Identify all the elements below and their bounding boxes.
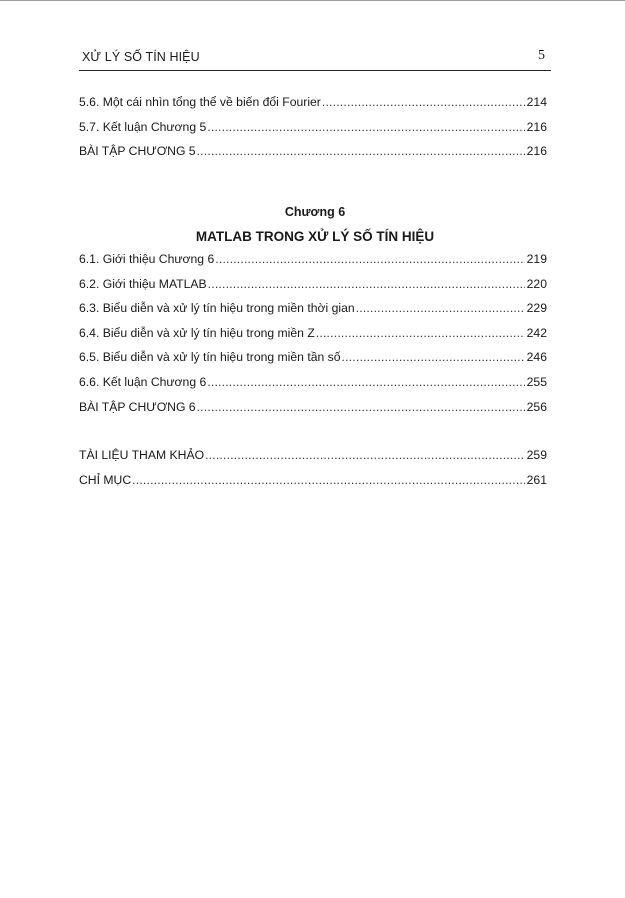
- toc-entry-page: 229: [526, 301, 547, 316]
- toc-entry-page: 246: [526, 350, 547, 365]
- toc-leader-dots: [205, 448, 525, 462]
- toc-entry[interactable]: [79, 350, 547, 375]
- toc-entry-label: 6.2. Giới thiệu MATLAB: [79, 276, 207, 291]
- toc-entry-label: CHỈ MỤC: [79, 472, 132, 487]
- toc-entry[interactable]: [79, 120, 547, 145]
- running-header: [79, 48, 551, 71]
- toc-leader-dots: [342, 350, 525, 364]
- toc-leader-dots: [197, 400, 525, 414]
- toc-entry[interactable]: [79, 473, 547, 498]
- toc-entry[interactable]: [79, 252, 547, 277]
- toc-entry-page: 256: [526, 399, 547, 414]
- toc-entry-label: 6.3. Biểu diễn và xử lý tín hiệu trong miền thời gian: [79, 301, 355, 316]
- toc-leader-dots: [207, 375, 524, 389]
- toc-entry[interactable]: [79, 375, 547, 400]
- toc-entry-label: 5.6. Một cái nhìn tổng thể về biến đổi Fourier: [79, 95, 321, 109]
- toc-leader-dots: [215, 252, 524, 266]
- toc-entry-label: BÀI TẬP CHƯƠNG 6: [79, 399, 196, 414]
- running-header-title: XỬ LÝ SỐ TÍN HIỆU: [82, 50, 200, 64]
- toc-entry[interactable]: [79, 301, 547, 326]
- toc-leader-dots: [132, 473, 525, 487]
- toc-entry-label: TÀI LIỆU THAM KHẢO: [79, 448, 205, 462]
- toc-entry-label: BÀI TẬP CHƯƠNG 5: [79, 144, 196, 159]
- page-number: 5: [538, 48, 545, 63]
- toc-entry-page: 259: [526, 448, 547, 462]
- toc-entry-page: 261: [526, 472, 547, 487]
- toc-section-back-matter: [79, 448, 547, 497]
- toc-entry-page: 216: [526, 119, 547, 134]
- toc-entry[interactable]: [79, 326, 547, 351]
- toc-entry[interactable]: [79, 448, 547, 473]
- toc-entry-label: 6.1. Giới thiệu Chương 6: [79, 252, 215, 266]
- toc-entry-page: 220: [526, 276, 547, 291]
- toc-entry[interactable]: [79, 144, 547, 169]
- toc-leader-dots: [208, 277, 525, 291]
- toc-entry-page: 242: [526, 325, 547, 340]
- toc-entry[interactable]: [79, 95, 547, 120]
- toc-entry-page: 216: [526, 144, 547, 159]
- toc-entry-page: 255: [526, 374, 547, 389]
- toc-entry-page: 214: [526, 95, 547, 109]
- toc-entry[interactable]: [79, 277, 547, 302]
- toc-leader-dots: [197, 144, 525, 158]
- page-top-rule: [0, 0, 625, 1]
- toc-entry-label: 6.5. Biểu diễn và xử lý tín hiệu trong miền tần số: [79, 350, 341, 365]
- toc-leader-dots: [207, 120, 524, 134]
- chapter-title: MATLAB TRONG XỬ LÝ SỐ TÍN HIỆU: [195, 229, 435, 244]
- toc-leader-dots: [356, 301, 525, 315]
- toc-entry-label: 6.4. Biểu diễn và xử lý tín hiệu trong miền Z: [79, 325, 315, 340]
- toc-entry-label: 5.7. Kết luận Chương 5: [79, 119, 207, 134]
- toc-leader-dots: [316, 326, 525, 340]
- toc-leader-dots: [322, 95, 525, 109]
- toc-entry[interactable]: [79, 400, 547, 425]
- toc-section-chapter5: [79, 95, 547, 169]
- chapter-label: Chương 6: [284, 205, 346, 219]
- toc-entry-page: 219: [526, 252, 547, 266]
- toc-section-chapter6: [79, 252, 547, 424]
- toc-entry-label: 6.6. Kết luận Chương 6: [79, 374, 207, 389]
